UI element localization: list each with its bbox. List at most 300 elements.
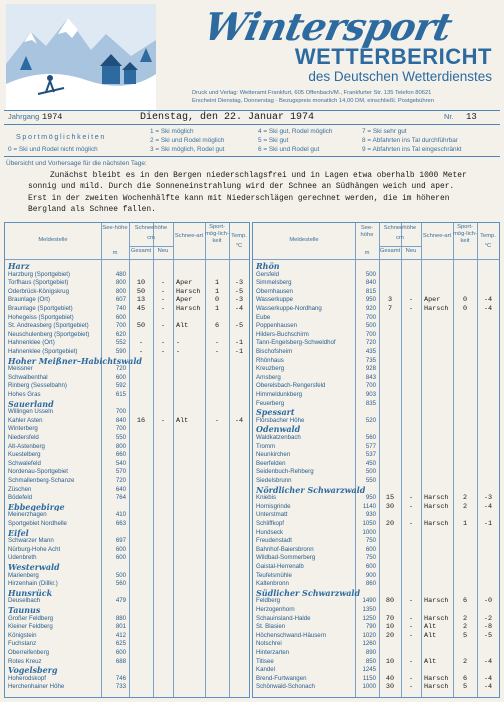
temperature: -3 <box>234 279 244 288</box>
sport-rating: - <box>214 416 220 425</box>
legend-item: 4 = Ski gut, Rodel möglich <box>258 128 333 135</box>
table-row <box>5 658 249 667</box>
station-name: Unterstmatt <box>256 511 288 519</box>
forecast-line: sonnig und mild. Durch die Sonneneinstrahlung wird der Schnee an Südhängen weich und aper. <box>28 182 455 192</box>
station-name: Schmallenberg-Schanze <box>8 477 75 484</box>
station-altitude: 903 <box>365 391 376 398</box>
legend-item: 9 = Abfahrten ins Tal eingeschränkt <box>362 146 462 153</box>
table-row <box>253 443 499 452</box>
table-row <box>253 580 499 589</box>
station-altitude: 920 <box>365 305 376 312</box>
table-row <box>253 417 499 426</box>
column-header: See-höhe <box>102 225 128 231</box>
sport-rating: 5 <box>462 683 468 692</box>
snow-type: Harsch <box>424 597 449 606</box>
station-name: Hahnenklee (Ort) <box>8 339 55 347</box>
snow-type: Aper <box>424 296 441 305</box>
column-header: Schnee-art <box>422 233 452 239</box>
temperature: -4 <box>483 502 493 511</box>
station-altitude: 1020 <box>362 631 376 639</box>
table-row <box>5 572 249 581</box>
region-row <box>5 666 249 675</box>
table-row <box>253 511 499 520</box>
table-row <box>253 649 499 658</box>
sport-rating: 0 <box>462 305 468 313</box>
column-header: Sport-mög-lich-keit <box>205 224 229 244</box>
snow-new: - <box>408 614 414 623</box>
station-name: Titisee <box>256 657 274 665</box>
station-name: Udenbreth <box>8 554 37 562</box>
station-name: Niedersfeld <box>8 434 39 441</box>
snow-total: 13 <box>136 296 146 305</box>
station-altitude: 950 <box>365 494 376 502</box>
station-name: Feldberg <box>256 597 281 605</box>
table-row <box>253 675 499 684</box>
region-name: Eifel <box>8 528 29 538</box>
temperature: -5 <box>234 322 244 331</box>
table-row <box>253 288 499 297</box>
temperature: -4 <box>483 296 493 305</box>
table-row <box>5 632 249 641</box>
snow-total: 10 <box>385 623 395 632</box>
sport-rating: 1 <box>462 520 468 528</box>
table-row <box>5 477 249 486</box>
column-header: Temp. <box>231 233 247 239</box>
table-row <box>5 288 249 297</box>
sport-rating: 6 <box>462 674 468 683</box>
station-name: Arnsberg <box>256 373 281 381</box>
temperature: -3 <box>483 494 493 503</box>
brand-wordmark: Wintersport <box>200 4 456 49</box>
station-name: Kaltenbronn <box>256 580 289 588</box>
station-altitude: 700 <box>115 322 126 330</box>
publisher-info <box>192 89 496 105</box>
table-row <box>253 494 499 503</box>
snow-new: - <box>408 674 414 683</box>
station-altitude: 843 <box>365 373 376 381</box>
station-name: Kandel <box>256 666 275 674</box>
region-name: Hunsrück <box>8 588 53 598</box>
station-altitude: 735 <box>365 356 376 364</box>
table-row <box>5 486 249 495</box>
station-name: Kniebis <box>256 494 276 502</box>
snow-new: - <box>160 348 166 356</box>
station-altitude: 600 <box>365 545 376 553</box>
station-name: Poppenhausen <box>256 322 298 330</box>
station-altitude: 720 <box>115 365 126 373</box>
snow-new: - <box>408 683 414 692</box>
forecast-heading: Übersicht und Vorhersage für die nächsten Tage: <box>6 160 147 167</box>
station-altitude: 450 <box>365 459 376 467</box>
station-altitude: 1000 <box>362 528 376 536</box>
station-name: St. Andreasberg (Sportgebiet) <box>8 322 89 330</box>
station-name: Hohes Gras <box>8 391 41 398</box>
station-name: Schwalefeld <box>8 459 41 467</box>
table-row <box>5 580 249 589</box>
column-header: Meldestelle <box>38 237 68 243</box>
snow-total: 80 <box>385 597 395 606</box>
region-row <box>253 408 499 417</box>
station-altitude: 800 <box>115 279 126 287</box>
station-name: Meinerzhagen <box>8 511 47 519</box>
station-name: Oberelsbach-Rengersfeld <box>256 382 326 390</box>
region-row <box>5 606 249 615</box>
page-subtitle: des Deutschen Wetterdienstes <box>308 69 492 84</box>
station-altitude: 900 <box>365 571 376 579</box>
snow-total: 50 <box>136 322 146 331</box>
station-name: Bahnhof-Baiersbronn <box>256 545 314 553</box>
legend-item: 2 = Ski und Rodel möglich <box>150 137 225 144</box>
station-name: Schliffkopf <box>256 520 285 527</box>
region-name: Spessart <box>256 408 295 417</box>
station-altitude: 620 <box>115 330 126 338</box>
station-altitude: 880 <box>115 614 126 622</box>
table-row <box>5 520 249 529</box>
station-name: Hundseck <box>256 528 284 536</box>
table-row <box>5 425 249 434</box>
station-altitude: 720 <box>115 477 126 484</box>
station-name: Hoherodskopf <box>8 674 46 682</box>
table-row <box>5 339 249 348</box>
station-name: Deuselbach <box>8 597 41 605</box>
sport-rating: 2 <box>462 614 468 623</box>
table-row <box>5 623 249 632</box>
table-row <box>253 563 499 572</box>
station-name: Nürburg-Hohe Acht <box>8 545 61 553</box>
sport-rating: 0 <box>214 296 220 305</box>
forecast-line: Erst in der zweiten Wochenhälfte kann mit Niederschlägen gerechnet werden, die im höheren <box>28 193 450 203</box>
station-name: Marienberg <box>8 571 39 579</box>
temperature: -3 <box>234 296 244 305</box>
region-row <box>5 262 249 271</box>
table-row <box>253 683 499 692</box>
station-altitude: 560 <box>365 434 376 441</box>
station-altitude: 500 <box>365 270 376 278</box>
station-altitude: 840 <box>115 416 126 424</box>
table-row <box>5 279 249 288</box>
station-altitude: 840 <box>365 279 376 287</box>
publisher-line: Erscheint Dienstag, Donnerstag · Bezugspreis monatlich 14,00 DM, einschließl. Postgebühren <box>192 98 434 104</box>
station-name: Harzburg (Sportgebiet) <box>8 270 70 278</box>
snow-type: Aper <box>176 279 193 288</box>
table-row <box>5 460 249 469</box>
snow-type: Harsch <box>424 494 449 503</box>
column-header: Temp. <box>480 233 496 239</box>
station-altitude: 750 <box>365 554 376 562</box>
issue-number: 13 <box>466 112 477 122</box>
snow-total: 7 <box>387 305 393 313</box>
station-name: Hohegeiss (Sportgebiet) <box>8 313 74 321</box>
table-row <box>253 546 499 555</box>
station-altitude: 600 <box>115 649 126 656</box>
snow-type: Harsch <box>424 520 449 528</box>
station-name: Torfhaus (Sportgebiet) <box>8 279 69 287</box>
snow-total: 30 <box>385 683 395 692</box>
forecast-line: Bergland als Schnee fallen. <box>28 204 156 214</box>
station-altitude: 600 <box>115 373 126 381</box>
legend-title: Sportmöglichkeiten <box>16 132 106 141</box>
legend-item: 5 = Ski gut <box>258 137 289 144</box>
table-row <box>5 391 249 400</box>
table-row <box>5 434 249 443</box>
region-name: Nördlicher Schwarzwald <box>256 485 366 495</box>
table-row <box>253 279 499 288</box>
station-altitude: 615 <box>115 391 126 398</box>
snow-total: 15 <box>385 494 395 503</box>
table-row <box>253 331 499 340</box>
table-row <box>5 683 249 692</box>
station-altitude: 800 <box>115 287 126 295</box>
snow-total: 10 <box>136 279 146 288</box>
station-altitude: 600 <box>365 563 376 570</box>
station-altitude: 801 <box>115 623 126 631</box>
station-name: Freudenstadt <box>256 537 292 545</box>
station-altitude: 860 <box>365 580 376 588</box>
snow-total: 20 <box>385 631 395 640</box>
temperature: -1 <box>234 348 244 356</box>
winter-scene-illustration <box>6 4 156 110</box>
station-altitude: 537 <box>365 451 376 459</box>
table-row <box>253 322 499 331</box>
table-row <box>5 322 249 331</box>
snow-type: Alt <box>424 623 437 632</box>
column-subheader: Neu <box>405 248 417 254</box>
station-name: Höchenschwand-Häusern <box>256 631 327 639</box>
station-altitude: 500 <box>115 571 126 579</box>
station-name: Bischofsheim <box>256 348 293 355</box>
header-subdivider <box>379 246 421 247</box>
station-name: Kreuzberg <box>256 365 285 373</box>
station-altitude: 600 <box>115 554 126 562</box>
station-altitude: 1490 <box>362 597 376 605</box>
snow-new: - <box>160 287 166 296</box>
station-altitude: 835 <box>365 399 376 407</box>
station-altitude: 640 <box>115 485 126 493</box>
snow-new: - <box>408 657 414 666</box>
station-name: Braunlage (Sportgebiet) <box>8 305 73 312</box>
snow-new: - <box>160 305 166 313</box>
table-row <box>253 382 499 391</box>
station-name: Flörsbacher Höhe <box>256 416 305 424</box>
station-name: Schwarzer Mann <box>8 537 54 545</box>
snow-total: 50 <box>136 287 146 296</box>
region-name: Odenwald <box>256 425 301 434</box>
table-row <box>5 537 249 546</box>
table-row <box>5 408 249 417</box>
snow-type: Alt <box>176 322 189 331</box>
column-subheader: Neu <box>157 248 169 254</box>
station-altitude: 1250 <box>362 614 376 622</box>
snow-type: Alt <box>424 657 437 666</box>
sport-rating: - <box>214 348 220 356</box>
snow-new: - <box>408 631 414 640</box>
sport-rating: 1 <box>214 279 220 288</box>
table-row <box>253 477 499 486</box>
station-altitude: 740 <box>115 305 126 312</box>
station-altitude: 590 <box>115 348 126 355</box>
snow-new: - <box>408 305 414 313</box>
station-name: Herchenhainer Höhe <box>8 683 65 691</box>
table-row <box>253 434 499 443</box>
column-subheader: Gesamt <box>130 248 152 254</box>
region-name: Taunus <box>8 606 41 615</box>
column-header: See-höhe <box>360 225 374 238</box>
station-altitude: 540 <box>115 459 126 467</box>
temperature: -5 <box>234 287 244 296</box>
table-row <box>253 271 499 280</box>
legend-item: 3 = Ski möglich, Rodel gut <box>150 146 225 153</box>
snow-total: 20 <box>385 520 395 528</box>
table-row <box>253 640 499 649</box>
table-row <box>5 494 249 503</box>
station-altitude: 688 <box>115 657 126 665</box>
table-row <box>253 451 499 460</box>
legend-item: 6 = Ski und Rodel gut <box>258 146 320 153</box>
table-row <box>5 675 249 684</box>
temperature: -1 <box>483 520 493 528</box>
snow-total: - <box>138 348 144 356</box>
region-name: Westerwald <box>8 563 60 572</box>
temperature: -8 <box>483 623 493 632</box>
table-row <box>5 649 249 658</box>
station-name: Kuestelberg <box>8 451 41 459</box>
snow-new: - <box>408 623 414 632</box>
station-name: Schauinsland-Halde <box>256 614 311 622</box>
table-row <box>5 365 249 374</box>
region-name: Südlicher Schwarzwald <box>256 588 361 598</box>
region-name: Ebbegebirge <box>8 502 65 512</box>
station-altitude: 1000 <box>362 683 376 691</box>
table-row <box>5 305 249 314</box>
snow-type: Harsch <box>424 305 449 313</box>
table-row <box>253 314 499 323</box>
station-name: St. Blasien <box>256 623 286 631</box>
snow-type: Harsch <box>176 305 201 313</box>
table-row <box>253 365 499 374</box>
station-name: Notschrei <box>256 640 282 648</box>
temperature: -5 <box>483 631 493 640</box>
snow-new: - <box>408 296 414 305</box>
table-row <box>5 443 249 452</box>
issue-date: Dienstag, den 22. Januar 1974 <box>140 112 315 123</box>
temperature: -4 <box>483 683 493 692</box>
table-row <box>5 511 249 520</box>
snow-total: 45 <box>136 305 146 313</box>
station-name: Sportgebiet Nordhelle <box>8 520 67 527</box>
station-altitude: 928 <box>365 365 376 373</box>
station-name: Hilders-Buchschirm <box>256 330 309 338</box>
table-row <box>253 658 499 667</box>
station-name: Willingen Usseln <box>8 408 54 416</box>
sport-rating: 6 <box>214 322 220 331</box>
station-altitude: 700 <box>365 313 376 321</box>
station-name: Oderbrück-Königskrug <box>8 287 69 295</box>
station-name: Siedelsbrunn <box>256 477 292 484</box>
table-row <box>5 331 249 340</box>
snow-total: 3 <box>387 296 393 305</box>
table-row <box>253 632 499 641</box>
region-row <box>253 425 499 434</box>
station-altitude: 697 <box>115 537 126 545</box>
temperature: -0 <box>483 597 493 606</box>
snow-total: 70 <box>385 614 395 623</box>
station-altitude: 480 <box>115 270 126 278</box>
table-row <box>5 314 249 323</box>
station-altitude: 600 <box>115 313 126 321</box>
station-name: Winterberg <box>8 425 38 433</box>
table-row <box>253 520 499 529</box>
station-altitude: 890 <box>365 649 376 656</box>
sport-rating: 0 <box>462 296 468 305</box>
station-name: Königstein <box>8 631 37 639</box>
station-altitude: 500 <box>365 322 376 330</box>
legend-item: 8 = Abfahrten ins Tal durchführbar <box>362 137 458 144</box>
table-row <box>253 623 499 632</box>
station-name: Teufelsmühle <box>256 571 292 579</box>
station-name: Wasserkuppe <box>256 296 294 304</box>
station-name: Waldkatzenbach <box>256 434 301 441</box>
snow-type: Harsch <box>424 674 449 683</box>
region-row <box>253 262 499 271</box>
region-row <box>5 357 249 366</box>
sport-rating: 5 <box>462 631 468 640</box>
table-row <box>5 468 249 477</box>
station-name: Simmelsberg <box>256 279 292 287</box>
station-name: Oberreifenberg <box>8 649 49 656</box>
column-subheader: °C <box>235 243 243 249</box>
station-name: Herzogenhorn <box>256 606 295 613</box>
sport-rating: - <box>214 339 220 348</box>
station-altitude: 764 <box>115 494 126 502</box>
station-name: Beerfelden <box>256 459 286 467</box>
publisher-line: Druck und Verlag: Wetteramt Frankfurt, 605 Offenbach/M., Frankfurter Str. 135 Telefon 80621 <box>192 90 432 96</box>
station-name: Obernhausen <box>256 287 293 295</box>
temperature: -4 <box>483 674 493 683</box>
sport-rating: 2 <box>462 623 468 632</box>
table-row <box>253 296 499 305</box>
snow-total: 16 <box>136 416 146 425</box>
table-row <box>5 417 249 426</box>
issue-number-label: Nr. <box>444 112 454 121</box>
station-name: Züschen <box>8 485 32 493</box>
column-subheader: °C <box>484 243 492 249</box>
region-name: Rhön <box>256 262 280 271</box>
table-row <box>253 400 499 409</box>
legend-item: 1 = Ski möglich <box>150 128 194 135</box>
forecast-text <box>28 170 490 215</box>
region-row <box>5 529 249 538</box>
temperature: -4 <box>483 305 493 313</box>
station-altitude: 700 <box>365 330 376 338</box>
table-row <box>253 554 499 563</box>
temperature: -4 <box>234 305 244 313</box>
table-row <box>5 348 249 357</box>
station-altitude: 1260 <box>362 640 376 648</box>
station-name: Hornisgrinde <box>256 502 291 510</box>
region-row <box>253 486 499 495</box>
station-altitude: 552 <box>115 339 126 347</box>
station-name: Meissner <box>8 365 33 373</box>
column-header: Schneehöhe <box>383 225 417 231</box>
page-title: WETTERBERICHT <box>294 44 492 69</box>
station-table-right <box>252 222 500 698</box>
table-row <box>5 296 249 305</box>
table-row <box>5 554 249 563</box>
header-divider <box>5 259 249 260</box>
sport-rating: 2 <box>462 502 468 511</box>
snow-new: - <box>160 296 166 305</box>
station-altitude: 1050 <box>362 520 376 527</box>
